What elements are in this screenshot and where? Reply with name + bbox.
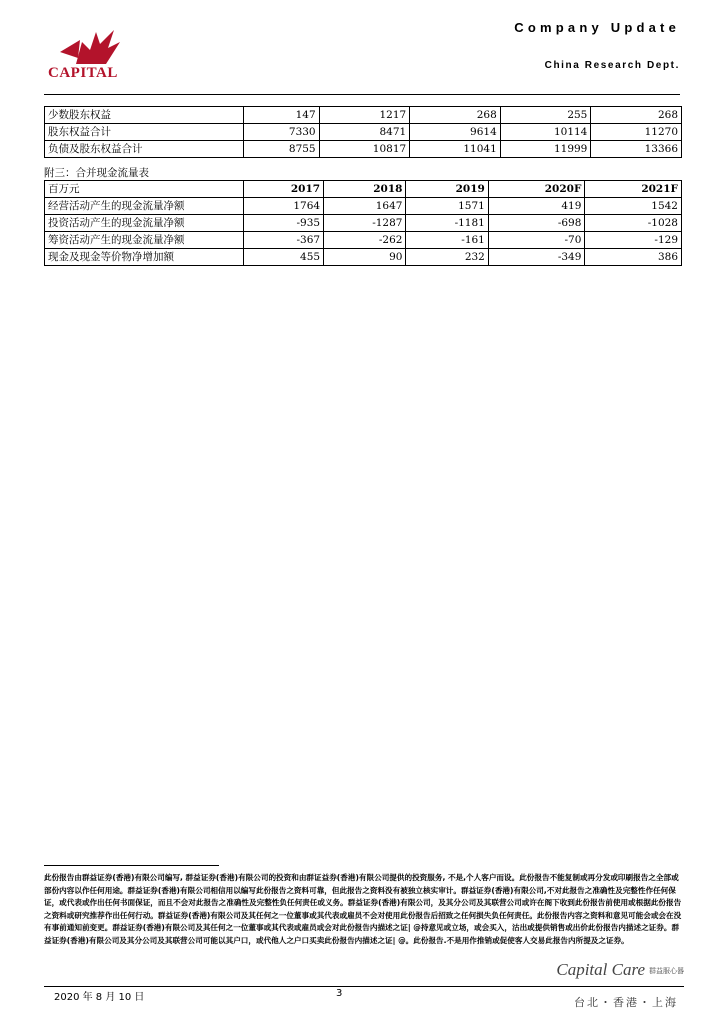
row-label: 负债及股东权益合计 xyxy=(45,141,244,158)
table-cell: 10114 xyxy=(500,124,591,141)
row-label: 少数股东权益 xyxy=(45,107,244,124)
footer-brand-sub: 群益服心器 xyxy=(649,967,684,976)
table-cell: 1217 xyxy=(319,107,410,124)
table-cell: -70 xyxy=(488,232,585,249)
footer-rule xyxy=(44,986,684,987)
company-update-title: Company Update xyxy=(514,20,680,35)
table-cell: 1542 xyxy=(585,198,682,215)
table-cell: 9614 xyxy=(410,124,501,141)
table-cell: -129 xyxy=(585,232,682,249)
page-number: 3 xyxy=(336,988,343,999)
table-row xyxy=(45,232,682,249)
row-label: 百万元 xyxy=(45,181,244,198)
table-cell: 8471 xyxy=(319,124,410,141)
row-label: 筹资活动产生的现金流量净额 xyxy=(45,232,244,249)
table-row xyxy=(45,107,682,124)
table-cell: -161 xyxy=(406,232,488,249)
header-rule xyxy=(44,94,680,95)
dept-label: China Research Dept. xyxy=(544,60,680,71)
table-row xyxy=(45,124,682,141)
table-cell: 419 xyxy=(488,198,585,215)
logo-text: CAPITAL xyxy=(48,65,118,81)
table-row xyxy=(45,249,682,266)
table-cell: -1287 xyxy=(324,215,406,232)
cashflow-caption: 附三：合并现金流量表 xyxy=(44,167,149,179)
table-cell: 455 xyxy=(244,249,324,266)
table-cell: 1764 xyxy=(244,198,324,215)
capital-care-logo xyxy=(556,960,684,980)
report-date: 2020 年 8 月 10 日 xyxy=(54,992,145,1003)
table-cell: 90 xyxy=(324,249,406,266)
footnote-rule xyxy=(44,865,219,866)
table-cell: -262 xyxy=(324,232,406,249)
table-cell: 1571 xyxy=(406,198,488,215)
eagle-icon xyxy=(56,28,126,66)
row-label: 股东权益合计 xyxy=(45,124,244,141)
table-cell: 10817 xyxy=(319,141,410,158)
table-row xyxy=(45,215,682,232)
table-cell: -349 xyxy=(488,249,585,266)
table-cell: -698 xyxy=(488,215,585,232)
table-row xyxy=(45,198,682,215)
table-cell: 8755 xyxy=(244,141,320,158)
disclaimer-text: 此份报告由群益证券(香港)有限公司编写, 群益证券(香港)有限公司的投资和由群证益券(香港)有限公司提供的投资服务, 不是,个人客户而设。此份报告不能复制或再分发或印刷报告之全部或部份内容以作任何用途。群益证券(香港)有限公司相信用以编写此份报告之资料可靠，但此报告之资料没有被独立核实审计。群益证券(香港)有限公司,不对此报告之准确性及完整性作任何保证，或代表或作出任何书面保证，而且不会对此报告之准确性及完整性负任何责任或义务。群益证券(香港)有限公司，及其分公司及其联营公司或许在阁下收到此份报告前使用或根据此份报告之资料或研究推荐作出任何行动。群益证券(香港)有限公司及其任何之一位董事或其代表或雇员不会对使用此份报告后招致之任何损失负任何责任。此份报告内容之资料和意见可能会或会在没有事前通知前变更。群益证券(香港)有限公司及其任何之一位董事或其代表或雇员或会对此份报告内描述之证| @持意见或立场，或会买入，沽出或提供销售或出价此份报告内描述之证券。群益证券(香港)有限公司及其分公司及其联营公司可能以其户口，或代他人之户口买卖此份报告内描述之证| @。此份报告.不是用作推销或促使客人交易此报告内所提及之证券。 xyxy=(44,873,682,945)
table-cell: 386 xyxy=(585,249,682,266)
row-label: 经营活动产生的现金流量净额 xyxy=(45,198,244,215)
table-cell: -1028 xyxy=(585,215,682,232)
table-row xyxy=(45,181,682,198)
table-cell: 11041 xyxy=(410,141,501,158)
table-cell: 1647 xyxy=(324,198,406,215)
table-cell: 2020F xyxy=(488,181,585,198)
table-cell: 232 xyxy=(406,249,488,266)
table-cell: 7330 xyxy=(244,124,320,141)
balance-sheet-table xyxy=(44,106,682,158)
table-cell: 2021F xyxy=(585,181,682,198)
table-cell: 255 xyxy=(500,107,591,124)
table-cell: 268 xyxy=(591,107,682,124)
table-cell: 2019 xyxy=(406,181,488,198)
row-label: 投资活动产生的现金流量净额 xyxy=(45,215,244,232)
table-cell: 2017 xyxy=(244,181,324,198)
footer-brand: Capital Care xyxy=(556,960,645,979)
capital-logo xyxy=(46,28,136,84)
table-cell: 268 xyxy=(410,107,501,124)
table-cell: -1181 xyxy=(406,215,488,232)
table-cell: 11270 xyxy=(591,124,682,141)
cashflow-table xyxy=(44,180,682,266)
office-cities: 台北・香港・上海 xyxy=(574,996,678,1009)
table-row xyxy=(45,141,682,158)
table-cell: 13366 xyxy=(591,141,682,158)
table-cell: 147 xyxy=(244,107,320,124)
row-label: 现金及现金等价物净增加额 xyxy=(45,249,244,266)
table-cell: -367 xyxy=(244,232,324,249)
table-cell: 2018 xyxy=(324,181,406,198)
table-cell: -935 xyxy=(244,215,324,232)
table-cell: 11999 xyxy=(500,141,591,158)
